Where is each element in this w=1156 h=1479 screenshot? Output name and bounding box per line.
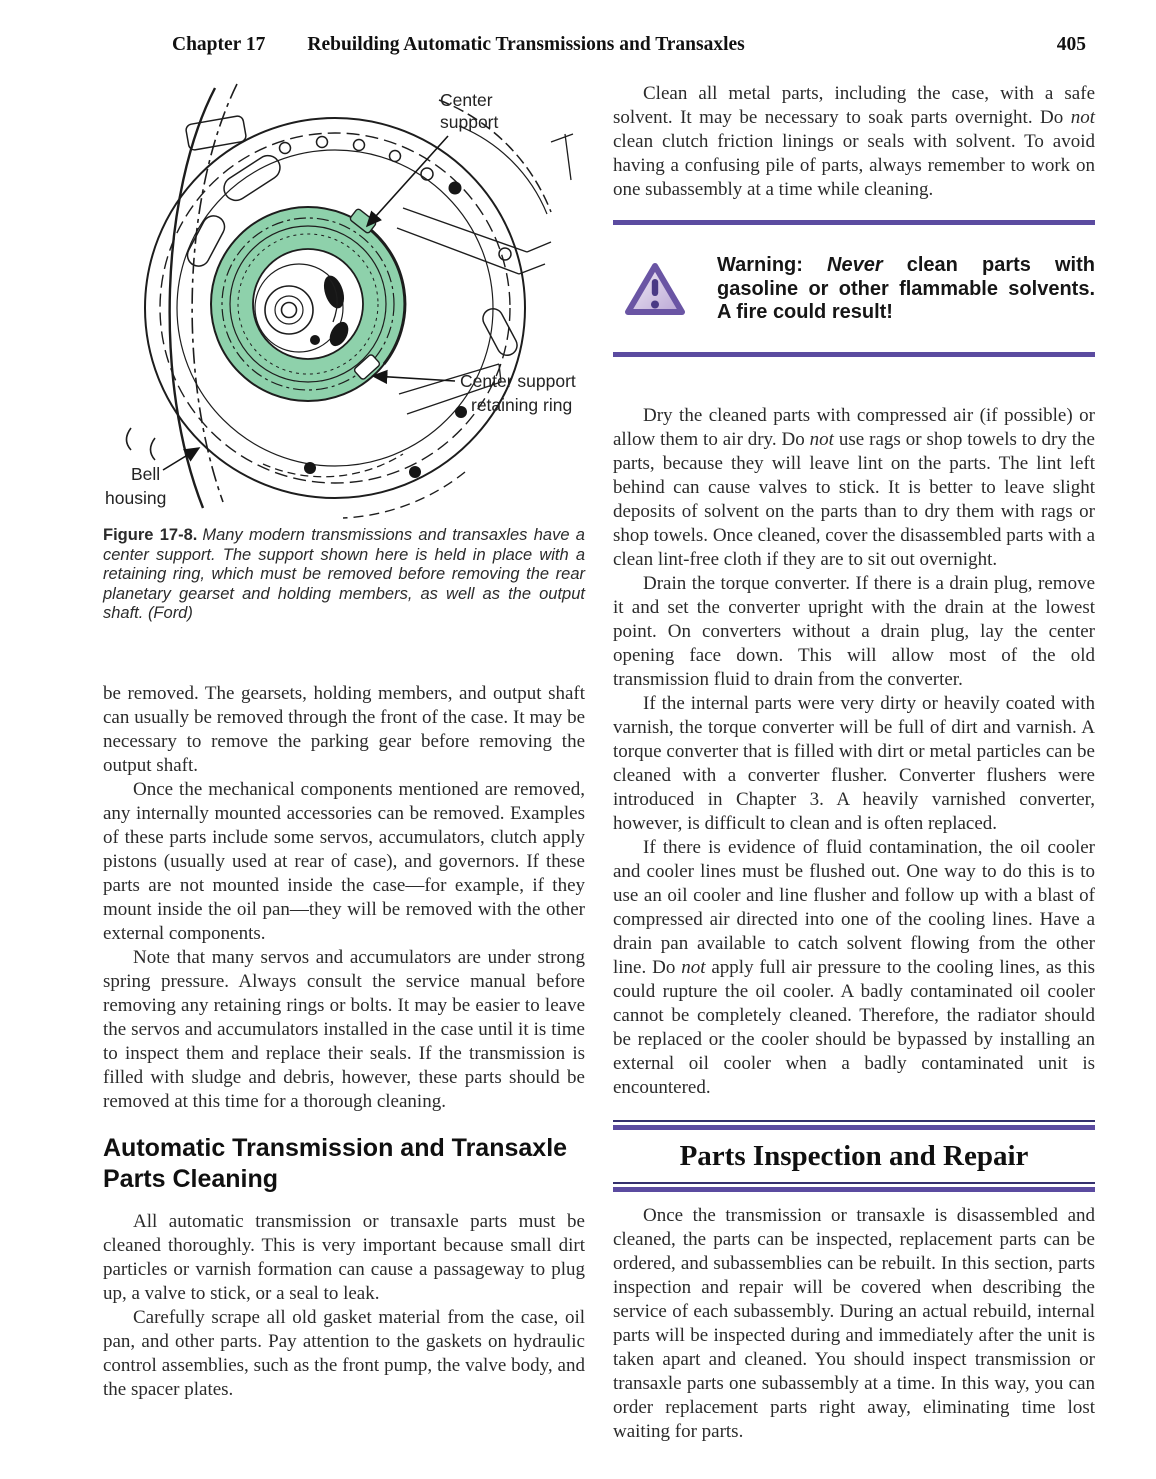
figure-caption-label: Figure 17-8. (103, 526, 198, 544)
paragraph-scrape-gaskets: Carefully scrape all old gasket material from the case, oil pan, and other parts. Pay attention to the gaskets on hydraulic control assemblies, such as the front pump, the valve body, and the spacer plates. (103, 1306, 585, 1400)
paragraph-clean-metal-parts: Clean all metal parts, including the case, with a safe solvent. It may be necessary to soak parts overnight. Do not clean clutch friction linings or seals with solvent. To avoid having a confusing pile of parts, always remember to work on one subassembly at a time while cleaning. (613, 83, 1095, 200)
section-divider-heading (613, 1120, 1095, 1192)
right-column (613, 0, 1095, 1444)
heading-parts-cleaning: Automatic Transmission and Transaxle Parts Cleaning (103, 1133, 568, 1193)
paragraph-inspection-overview: Once the transmission or transaxle is disassembled and cleaned, the parts can be inspected, replacement parts can be ordered, and subassemblies can be rebuilt. In this section, parts inspection and repair will be covered when describing the service of each subassembly. During an actual rebuild, internal parts will be inspected during and immediately after the unit is taken apart and cleaned. You should inspect transmission or transaxle parts one subassembly at a time. In this way, you can order replacement parts right away, eliminating time lost waiting for parts. (613, 1204, 1095, 1442)
rule-thick-top (613, 1125, 1095, 1130)
warning-text: Warning: Never clean parts with gasoline or other flammable solvents. A fire could result! (717, 254, 1095, 323)
paragraph-mechanical-components: Once the mechanical components mentioned are removed, any internally mounted accessories can be removed. Examples of these parts include some servos, accumulators, clutch apply pistons (usually used at rear of case), and governors. If these parts are not mounted inside the case—for example, if they mount inside the oil pan—they will be removed with the other external components. (103, 778, 585, 944)
rule-thick-bottom (613, 1187, 1095, 1192)
rule-thin-bottom (613, 1182, 1095, 1185)
chapter-label: Chapter 17 (172, 34, 266, 55)
center-support-highlight (211, 207, 405, 401)
paragraph-dry-parts: Dry the cleaned parts with compressed air (if possible) or allow them to air dry. Do not use rags or shop towels to dry the parts, because they will leave lint on the parts. The lint left behind can cause valves to stick. It is better to leave slight deposits of solvent on the parts than to dry them with rags or shop towels. Once cleaned, cover the disassembled parts with a clean lint-free cloth if they are to sit out overnight. (613, 404, 1095, 570)
label-center-support-line2: support (440, 112, 499, 132)
paragraph-servos-accumulators: Note that many servos and accumulators are under strong spring pressure. Always consult the service manual before removing any retaining rings or bolts. It may be easier to leave the servos and accumulators installed in the case until it is time to inspect them and replace their seals. If the transmission is filled with sludge and debris, however, these parts should be removed at this time for a thorough cleaning. (103, 946, 585, 1112)
paragraph-fluid-contamination: If there is evidence of fluid contamination, the oil cooler and cooler lines must be flushed out. One way to do this is to use an oil cooler and line flusher and follow up with a blast of compressed air directed into one of the cooling lines. Have a drain pan available to catch solvent flowing from the other line. Do not apply full air pressure to the cooling lines, as this could rupture the oil cooler. A badly contaminated oil cooler cannot be completely cleaned. Therefore, the radiator should be replaced or the cooler should be bypassed by installing an external oil cooler when a badly contaminated unit is encountered. (613, 836, 1095, 1098)
figure-caption-text: Many modern transmissions and transaxles have a center support. The support shown here is held in place with a retaining ring, which must be removed before removing the rear planetary gearset and holding members, as well as the output shaft. (Ford) (103, 526, 585, 622)
label-retaining-ring-line2: retaining ring (471, 395, 573, 415)
paragraph-removal-continued: be removed. The gearsets, holding members, and output shaft can usually be removed through the front of the case. It may be necessary to remove the parking gear before removing the output shaft. (103, 682, 585, 776)
label-retaining-ring-line1: Center support (460, 371, 576, 391)
warning-box (613, 220, 1095, 357)
paragraph-internal-parts-dirty: If the internal parts were very dirty or heavily coated with varnish, the torque converter will be full of dirt and varnish. A torque converter that is filled with dirt or metal particles can be cleaned with a converter flusher. Converter flushers were introduced in Chapter 3. A heavily varnished converter, however, is difficult to clean and is often replaced. (613, 692, 1095, 834)
figure-17-8-transmission-drawing (103, 82, 585, 520)
warning-triangle-icon (623, 260, 687, 318)
paragraph-cleaning-importance: All automatic transmission or transaxle parts must be cleaned thoroughly. This is very important because small dirt particles or varnish formation can cause a passageway to plug up, a valve to stick, or a seal to leak. (103, 1210, 585, 1304)
rule-thin-top (613, 1120, 1095, 1123)
paragraph-drain-converter: Drain the torque converter. If there is a drain plug, remove it and set the converter upright with the drain at the lowest point. On converters without a drain plug, lay the center opening face down. This will allow most of the old transmission fluid to drain from the converter. (613, 572, 1095, 690)
chapter-title: Rebuilding Automatic Transmissions and Transaxles (307, 34, 745, 55)
page-number: 405 (1056, 34, 1086, 55)
figure-caption (103, 526, 585, 624)
heading-parts-inspection-repair: Parts Inspection and Repair (679, 1139, 1029, 1172)
label-center-support-line1: Center (440, 90, 493, 110)
label-bell-housing-line2: housing (105, 488, 167, 508)
label-bell-housing-line1: Bell (131, 464, 161, 484)
left-column (103, 0, 585, 1402)
